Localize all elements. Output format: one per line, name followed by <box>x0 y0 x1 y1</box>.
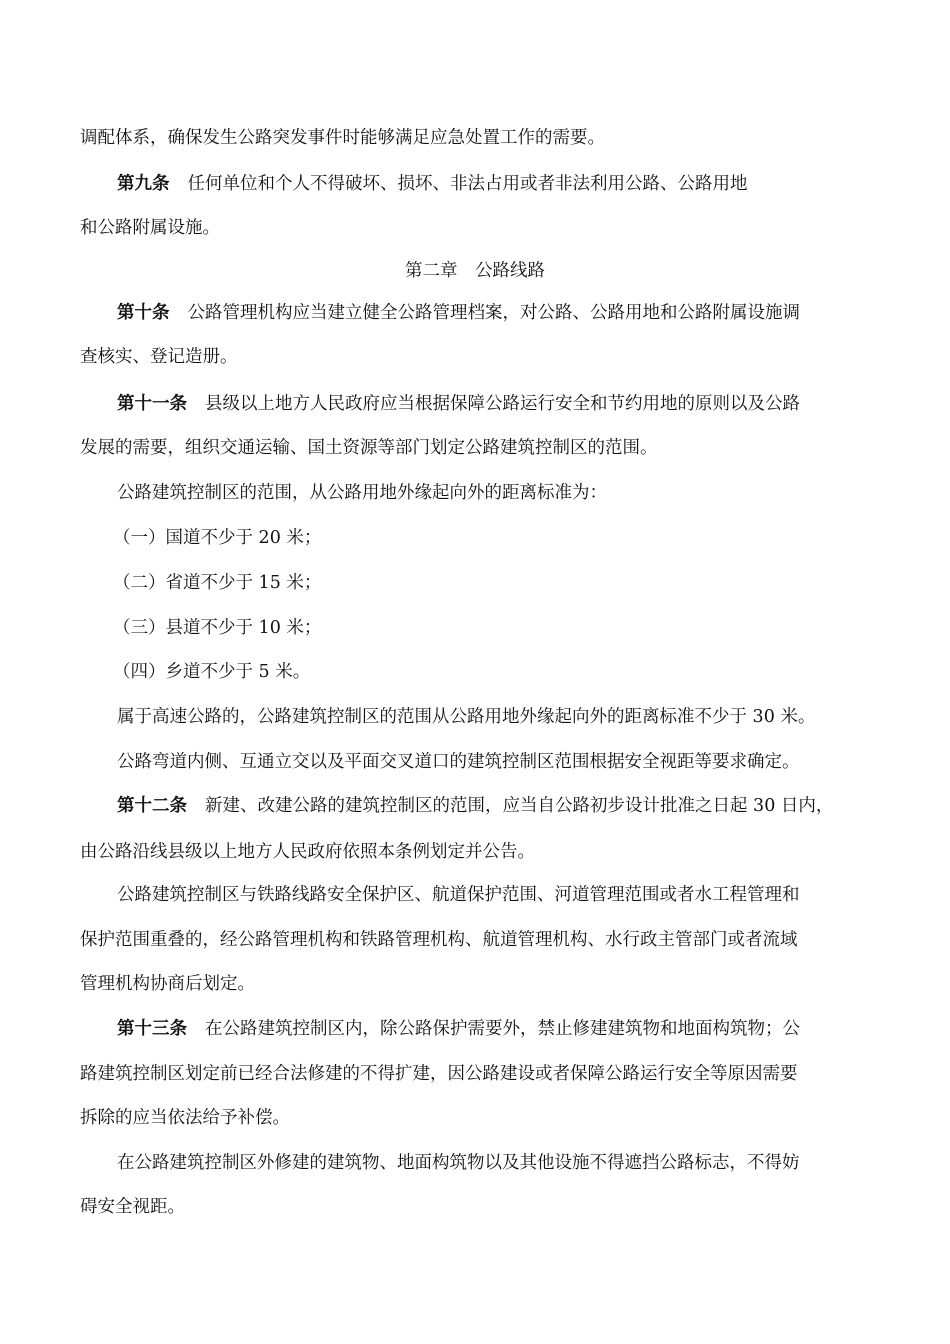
article-13-line-2: 路建筑控制区划定前已经合法修建的不得扩建，因公路建设或者保障公路运行安全等原因需要 <box>80 1064 798 1084</box>
article-11-line-1 <box>117 392 917 416</box>
paragraph-overlap-line-2: 保护范围重叠的，经公路管理机构和铁路管理机构、航道管理机构、水行政主管部门或者流域 <box>80 930 798 950</box>
article-13-text: 在公路建筑控制区内，除公路保护需要外，禁止修建建筑物和地面构筑物；公 <box>205 1019 800 1039</box>
paragraph-overlap-line-1: 公路建筑控制区与铁路线路安全保护区、航道保护范围、河道管理范围或者水工程管理和 <box>117 885 800 905</box>
article-11-line-2: 发展的需要，组织交通运输、国土资源等部门划定公路建筑控制区的范围。 <box>80 438 658 458</box>
paragraph-overlap-line-3: 管理机构协商后划定。 <box>80 974 255 994</box>
article-13-label: 第十三条 <box>117 1019 187 1039</box>
chapter-2-title: 第二章 公路线路 <box>405 261 545 281</box>
article-10-line-1 <box>117 301 917 325</box>
paragraph-outside-line-2: 碍安全视距。 <box>80 1197 185 1217</box>
article-13-line-3: 拆除的应当依法给予补偿。 <box>80 1108 290 1128</box>
article-12-line-1 <box>117 794 917 818</box>
list-item: （二）省道不少于 15 米； <box>113 573 322 593</box>
article-13-line-1 <box>117 1017 917 1041</box>
article-11-label: 第十一条 <box>117 394 187 414</box>
paragraph-outside-line-1: 在公路建筑控制区外修建的建筑物、地面构筑物以及其他设施不得遮挡公路标志，不得妨 <box>117 1153 800 1173</box>
article-10-line-2: 查核实、登记造册。 <box>80 347 238 367</box>
article-9-line-1 <box>117 172 917 196</box>
paragraph-range-intro: 公路建筑控制区的范围，从公路用地外缘起向外的距离标准为： <box>117 483 607 503</box>
paragraph-continued: 调配体系，确保发生公路突发事件时能够满足应急处置工作的需要。 <box>80 128 605 148</box>
article-9-line-2: 和公路附属设施。 <box>80 218 220 238</box>
article-10-text: 公路管理机构应当建立健全公路管理档案，对公路、公路用地和公路附属设施调 <box>187 303 800 323</box>
article-10-label: 第十条 <box>117 303 170 323</box>
article-9-label: 第九条 <box>117 174 170 194</box>
list-item: （三）县道不少于 10 米； <box>113 618 322 638</box>
paragraph-curve: 公路弯道内侧、互通立交以及平面交叉道口的建筑控制区范围根据安全视距等要求确定。 <box>117 752 800 772</box>
list-item: （一）国道不少于 20 米； <box>113 528 322 548</box>
article-11-text: 县级以上地方人民政府应当根据保障公路运行安全和节约用地的原则以及公路 <box>205 394 800 414</box>
list-item: （四）乡道不少于 5 米。 <box>113 662 311 682</box>
article-12-line-2: 由公路沿线县级以上地方人民政府依照本条例划定并公告。 <box>80 842 535 862</box>
article-9-text: 任何单位和个人不得破坏、损坏、非法占用或者非法利用公路、公路用地 <box>187 174 748 194</box>
paragraph-expressway: 属于高速公路的，公路建筑控制区的范围从公路用地外缘起向外的距离标准不少于 30 米。 <box>117 707 816 727</box>
article-12-text: 新建、改建公路的建筑控制区的范围，应当自公路初步设计批准之日起 30 日内， <box>205 796 834 816</box>
article-12-label: 第十二条 <box>117 796 187 816</box>
